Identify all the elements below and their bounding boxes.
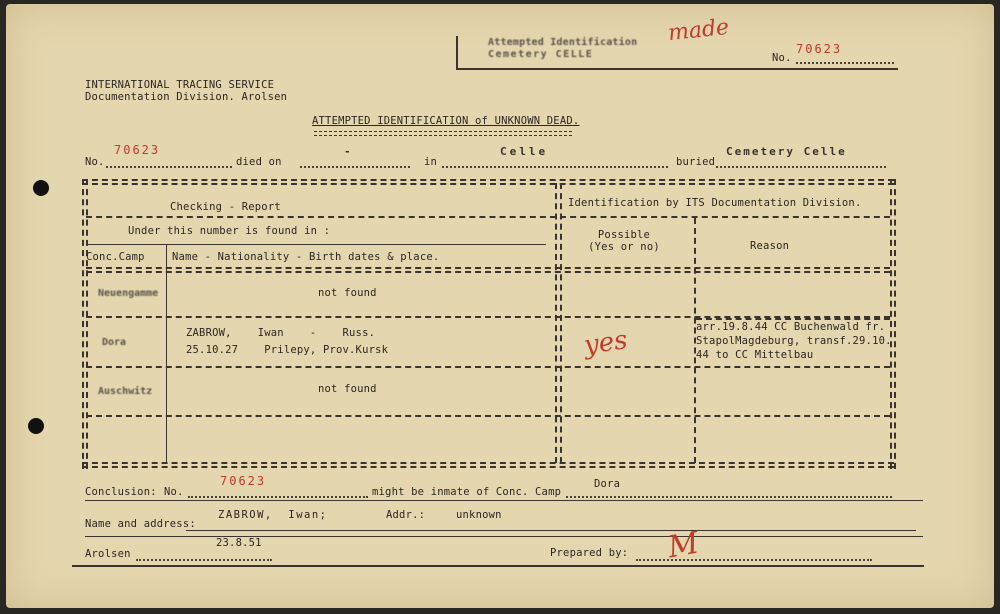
stamp-no-label: No. (772, 52, 792, 64)
conclusion-no-label: No. (164, 486, 184, 498)
org-line2: Documentation Division. Arolsen (85, 91, 288, 103)
buried-value: Cemetery Celle (726, 145, 847, 158)
in-label: in (424, 156, 438, 168)
table-row-name: not found (318, 383, 377, 395)
name-value: ZABROW, Iwan; (218, 509, 328, 521)
conclusion-label: Conclusion: (85, 486, 157, 498)
under-number-header: Under this number is found in : (128, 225, 331, 237)
record-no-value: 70623 (114, 143, 161, 157)
signature: M (665, 525, 702, 566)
name-address-label: Name and address: (85, 518, 196, 530)
table-row-possible: yes (582, 325, 630, 361)
date-value: 23.8.51 (216, 537, 262, 549)
conclusion-no-value: 70623 (220, 474, 267, 488)
table-row-camp: Dora (102, 337, 127, 348)
stamp-no-value: 70623 (796, 42, 843, 56)
stamp-line1: Attempted Identification (488, 37, 638, 48)
col-name-header: Name - Nationality - Birth dates & place. (172, 251, 440, 263)
col-reason-header: Reason (750, 240, 790, 252)
table-row-camp: Auschwitz (98, 386, 153, 397)
prepared-label: Prepared by: (550, 547, 629, 559)
table-row-name-line2: 25.10.27 Prilepy, Prov.Kursk (186, 344, 389, 356)
camp-value: Dora (594, 478, 621, 490)
stamp-line2: Cemetery CELLE (488, 49, 594, 60)
table-row-camp: Neuengamme (98, 288, 159, 299)
identification-header: Identification by ITS Documentation Division. (568, 197, 862, 209)
handwritten-made: made (666, 14, 731, 47)
punch-hole-bottom (28, 418, 44, 434)
document-title: ATTEMPTED IDENTIFICATION of UNKNOWN DEAD. (312, 115, 580, 127)
in-value: Celle (500, 145, 549, 158)
org-line1: INTERNATIONAL TRACING SERVICE (85, 79, 275, 91)
table-row-name: not found (318, 287, 377, 299)
table-row-reason: arr.19.8.44 CC Buchenwald fr. StapolMagdeburg, transf.29.10. 44 to CC Mittelbau (696, 321, 892, 361)
punch-hole-top (33, 180, 49, 196)
place-label: Arolsen (85, 548, 131, 560)
table-row-name: ZABROW, Iwan - Russ. (186, 327, 376, 339)
col-camp-header: Conc.Camp (86, 251, 145, 263)
checking-report-header: Checking - Report (170, 201, 281, 213)
buried-label: buried (676, 156, 716, 168)
died-on-label: died on (236, 156, 282, 168)
inmate-label: might be inmate of Conc. Camp (372, 486, 562, 498)
addr-value: unknown (456, 509, 502, 521)
col-possible-header: Possible (Yes or no) (588, 229, 660, 253)
record-no-label: No. (85, 156, 105, 168)
addr-label: Addr.: (386, 509, 426, 521)
died-on-value: - (344, 145, 352, 158)
tracing-card (6, 4, 994, 608)
